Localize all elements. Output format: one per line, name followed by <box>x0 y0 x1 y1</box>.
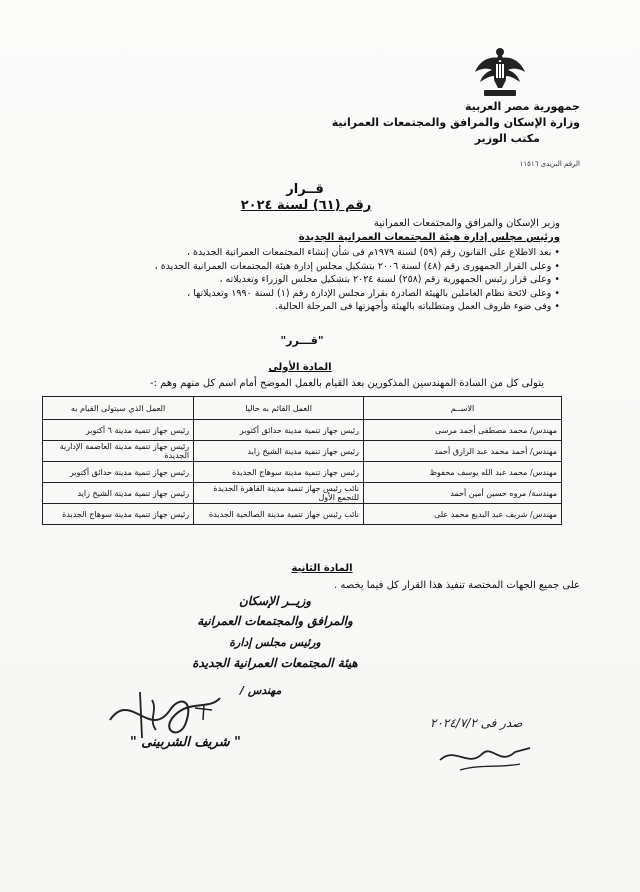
article-1-title: المادة الأولى <box>268 362 332 373</box>
eagle-emblem-icon <box>472 42 528 100</box>
signatory-line-2: والمرافق والمجتمعات العمرانية <box>197 614 353 628</box>
handwritten-initials-icon <box>420 708 540 778</box>
header-country: جمهورية مصر العربية <box>465 100 580 113</box>
article-2-text: على جميع الجهات المختصة تنفيذ هذا القرار كل فيما يخصه . <box>333 580 580 591</box>
header-ministry: وزارة الإسكان والمرافق والمجتمعات العمرانية <box>331 116 580 129</box>
cell-new-role: رئيس جهاز تنمية مدينة ٦ أكتوبر <box>43 420 194 441</box>
minister-line: وزير الإسكان والمرافق والمجتمعات العمرانية <box>373 218 560 229</box>
chair-line: ورئيس مجلس إدارة هيئة المجتمعات العمرانية الجديدة <box>298 232 560 243</box>
recital-item: • وعلى لائحة نظام العاملين بالهيئة الصادرة بقرار مجلس الإدارة رقم (١) لسنة ١٩٩٠ وتعديلاتها ، <box>187 287 560 299</box>
article-2-title: المادة الثانية <box>291 563 353 574</box>
table-row <box>43 420 562 441</box>
decided-heading: "قـــرر" <box>280 334 324 347</box>
header-office: مكتب الوزير <box>474 132 540 145</box>
issue-date-handwritten: صدر فى ٢٠٢٤/٧/٢ <box>430 716 523 730</box>
cell-current-role: نائب رئيس جهاز تنمية مدينة الصالحية الجديدة <box>194 504 364 525</box>
cell-name: مهندسة/ مروه حسين أمين أحمد <box>364 483 562 504</box>
table-row <box>43 462 562 483</box>
cell-name: مهندس/ أحمد محمد عبد الرازق أحمد <box>364 441 562 462</box>
cell-current-role: رئيس جهاز تنمية مدينة حدائق أكتوبر <box>194 420 364 441</box>
cell-new-role: رئيس جهاز تنمية مدينة الشيخ زايد <box>43 483 194 504</box>
cell-new-role: رئيس جهاز تنمية مدينة حدائق أكتوبر <box>43 462 194 483</box>
signatory-line-1: وزيــر الإسكان <box>238 594 312 608</box>
cell-current-role: رئيس جهاز تنمية مدينة سوهاج الجديدة <box>194 462 364 483</box>
signatory-name: " شريف الشربينى " <box>130 735 241 750</box>
signatory-line-4: هيئة المجتمعات العمرانية الجديدة <box>192 656 358 670</box>
article-1-text: يتولى كل من السادة المهندسين المذكورين بعد القيام بالعمل الموضح أمام اسم كل منهم وهم :- <box>150 378 544 389</box>
recital-item: • وفى ضوء ظروف العمل ومتطلباته بالهيئة وأجهزتها فى المرحلة الحالية. <box>275 301 560 312</box>
assignments-table <box>42 396 562 525</box>
recital-item: • بعد الاطلاع على القانون رقم (٥٩) لسنة ١٩٧٩م فى شأن إنشاء المجتمعات العمرانية الجديدة ، <box>186 247 560 258</box>
header-name: الاســم <box>364 397 562 420</box>
signatory-line-3: ورئيس مجلس إدارة <box>229 636 321 649</box>
table-row <box>43 504 562 525</box>
recital-item: • وعلى القرار الجمهورى رقم (٤٨) لسنة ٢٠٠٦ بتشكيل مجلس إدارة هيئة المجتمعات العمرانية الجديدة ، <box>154 260 560 272</box>
cell-name: مهندس/ محمد مصطفى أحمد مرسى <box>364 420 562 441</box>
signatory-title: مهندس / <box>240 684 282 697</box>
table-row <box>43 483 562 504</box>
table-header-row <box>43 397 562 420</box>
decision-title: قــرار <box>286 182 324 197</box>
cell-new-role: رئيس جهاز تنمية مدينة العاصمة الإدارية الجديدة <box>43 441 194 462</box>
header-new-role: العمل الذي سيتولى القيام به <box>43 397 194 420</box>
header-current-role: العمل القائم به حاليا <box>194 397 364 420</box>
cell-name: مهندس/ شريف عبد البديع محمد على <box>364 504 562 525</box>
cell-current-role: نائب رئيس جهاز تنمية مدينة القاهرة الجديدة للتجمع الأول <box>194 483 364 504</box>
recital-item: • وعلى قرار رئيس الجمهورية رقم (٢٥٨) لسنة ٢٠٢٤ بتشكيل مجلس الوزراء وتعديلاته ، <box>219 274 560 285</box>
decision-number: رقم (٦١) لسنة ٢٠٢٤ <box>240 198 372 213</box>
postal-code: الرقم البريدى ١١٥١٦ <box>519 160 580 168</box>
table-row <box>43 441 562 462</box>
cell-name: مهندس/ محمد عبد الله يوسف محفوظ <box>364 462 562 483</box>
cell-new-role: رئيس جهاز تنمية مدينة سوهاج الجديدة <box>43 504 194 525</box>
recitals-list <box>90 246 560 314</box>
cell-current-role: رئيس جهاز تنمية مدينة الشيخ زايد <box>194 441 364 462</box>
